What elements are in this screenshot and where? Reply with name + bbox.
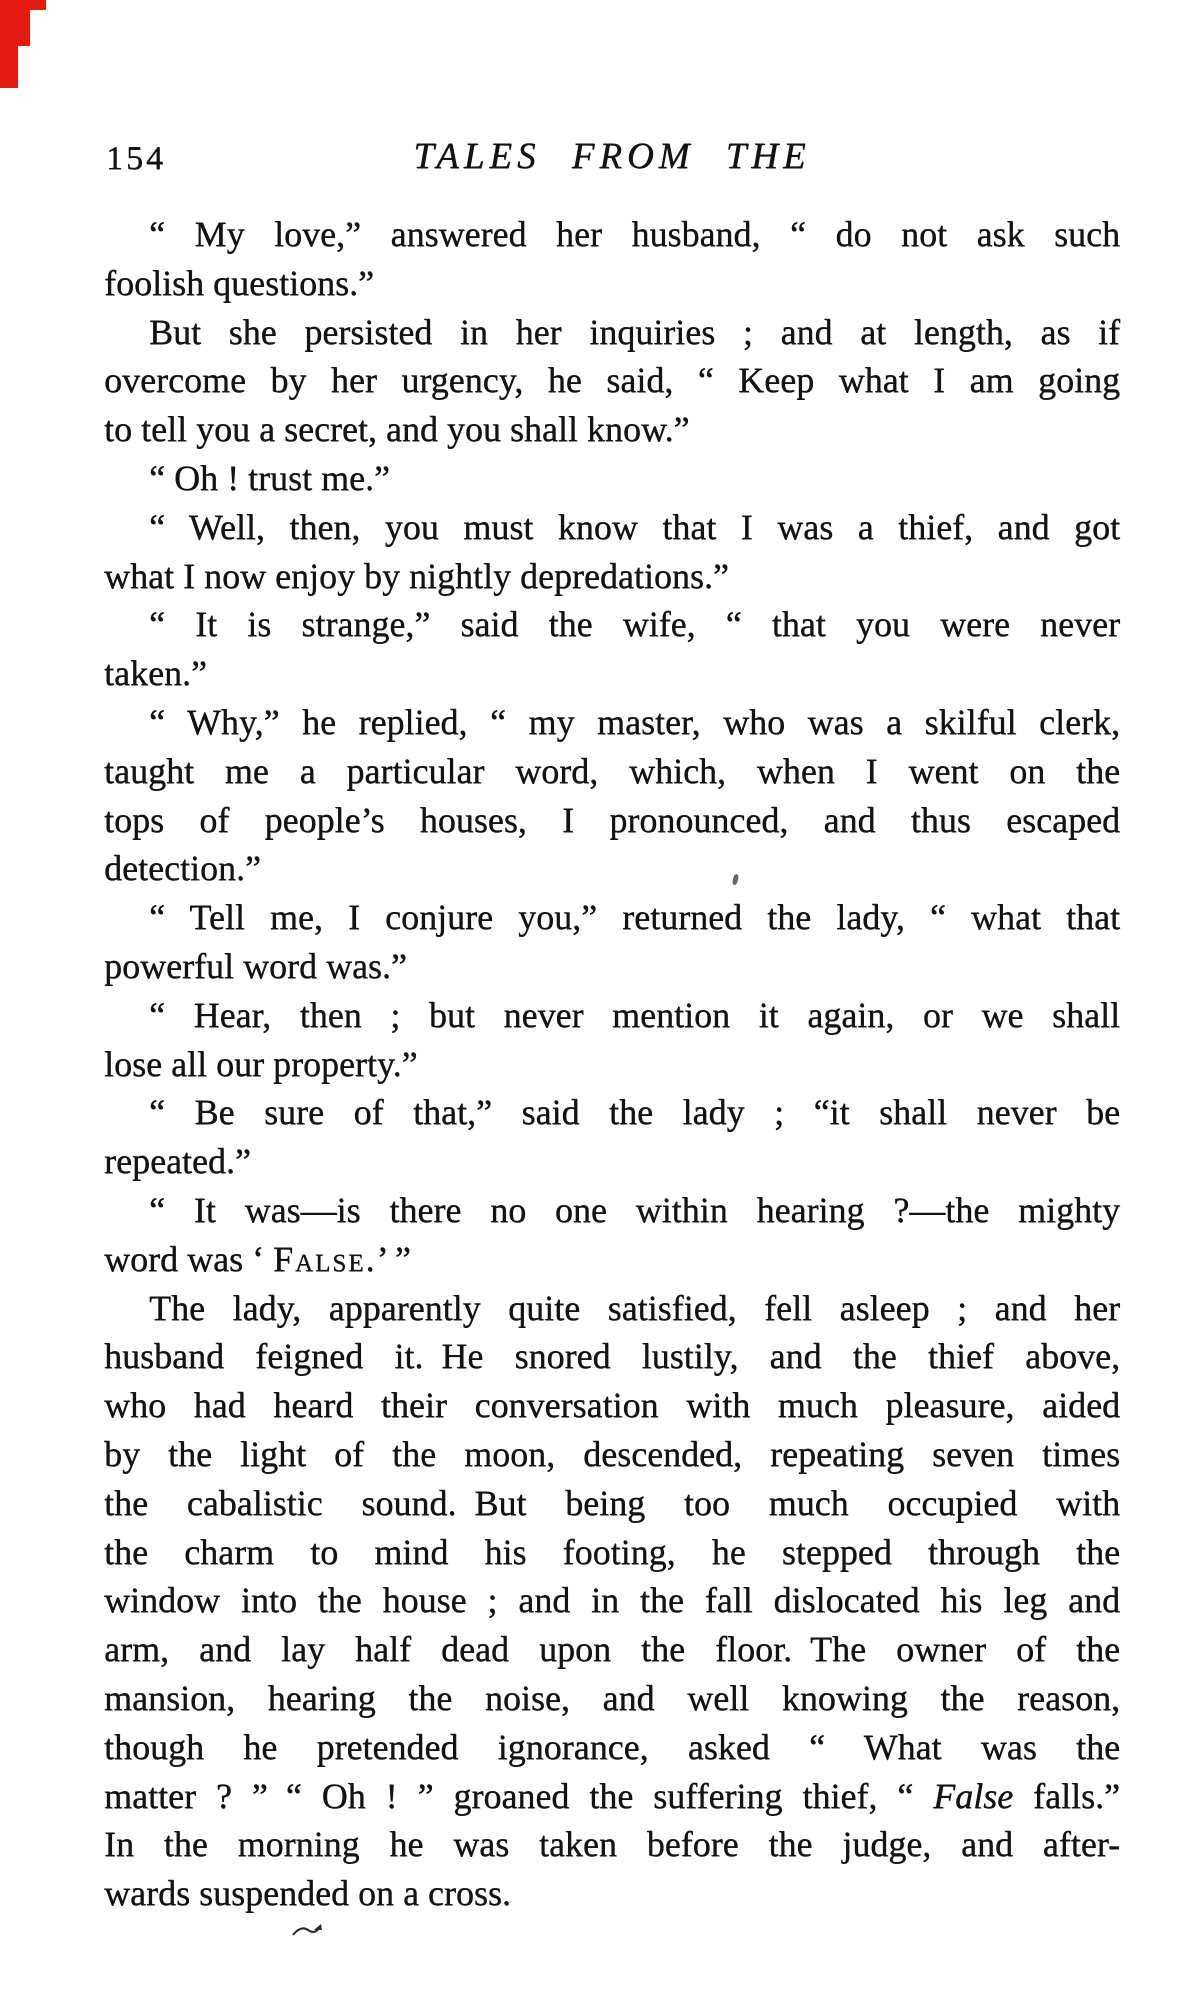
text-line: “ Well, then, you must know that I was a thief, and got	[149, 506, 1120, 547]
page-header-row	[104, 134, 1120, 180]
text-line: “ It is strange,” said the wife, “ that you were never	[149, 604, 1120, 645]
text-line: tops of people’s houses, I pronounced, and thus escaped	[104, 799, 1120, 840]
text-line: taught me a particular word, which, when I went on the	[104, 750, 1120, 791]
text-line: by the light of the moon, descended, repeating seven times	[104, 1433, 1120, 1474]
text-line: the charm to mind his footing, he stepped through the	[104, 1531, 1120, 1572]
text-line: But she persisted in her inquiries ; and at length, as if	[149, 311, 1120, 352]
text-line: “ Oh ! trust me.”	[149, 457, 390, 498]
text-line: wards suspended on a cross.	[104, 1873, 511, 1914]
scan-edge-artifact-block	[30, 0, 46, 10]
scan-edge-artifact-block	[0, 46, 18, 88]
text-line: “ Tell me, I conjure you,” returned the lady, “ what that	[149, 897, 1120, 938]
text-line: “ My love,” answered her husband, “ do not ask such	[149, 214, 1120, 254]
text-line: “ It was—is there no one within hearing ?—the mighty	[149, 1189, 1120, 1230]
text-line: to tell you a secret, and you shall know.”	[104, 409, 690, 450]
page-number: 154	[106, 140, 166, 177]
text-line: lose all our property.”	[104, 1043, 418, 1084]
text-line: window into the house ; and in the fall dislocated his leg and	[104, 1580, 1120, 1621]
text-line: detection.”	[104, 848, 261, 889]
text-line: what I now enjoy by nightly depredations.”	[104, 555, 729, 596]
text-line: word was ‘ False.’ ”	[104, 1238, 411, 1279]
text-line: repeated.”	[104, 1141, 251, 1182]
body-text	[104, 210, 1120, 1918]
running-header: TALES FROM THE	[413, 136, 811, 177]
text-line: matter ? ” “ Oh ! ” groaned the suffering thief, “ False falls.”	[104, 1775, 1121, 1816]
text-line: In the morning he was taken before the judge, and after-	[104, 1824, 1120, 1865]
text-line: foolish questions.”	[104, 262, 374, 303]
text-line: arm, and lay half dead upon the floor. The owner of the	[104, 1629, 1120, 1670]
text-line: overcome by her urgency, he said, “ Keep what I am going	[104, 360, 1120, 401]
text-line: mansion, hearing the noise, and well knowing the reason,	[104, 1677, 1120, 1718]
pen-flourish-mark	[292, 1921, 324, 1939]
text-line: “ Be sure of that,” said the lady ; “it shall never be	[149, 1092, 1120, 1133]
text-line: husband feigned it. He snored lustily, and the thief above,	[104, 1336, 1120, 1377]
scan-edge-artifact-block	[0, 0, 30, 46]
text-line: taken.”	[104, 653, 207, 694]
text-line: powerful word was.”	[104, 945, 407, 986]
text-line: though he pretended ignorance, asked “ What was the	[104, 1726, 1120, 1767]
text-line: the cabalistic sound. But being too much occupied with	[104, 1482, 1120, 1523]
text-line: “ Why,” he replied, “ my master, who was a skilful clerk,	[149, 701, 1120, 742]
text-line: “ Hear, then ; but never mention it again, or we shall	[149, 994, 1120, 1035]
text-line: The lady, apparently quite satisfied, fell asleep ; and her	[149, 1287, 1120, 1328]
text-line: who had heard their conversation with much pleasure, aided	[104, 1385, 1120, 1426]
